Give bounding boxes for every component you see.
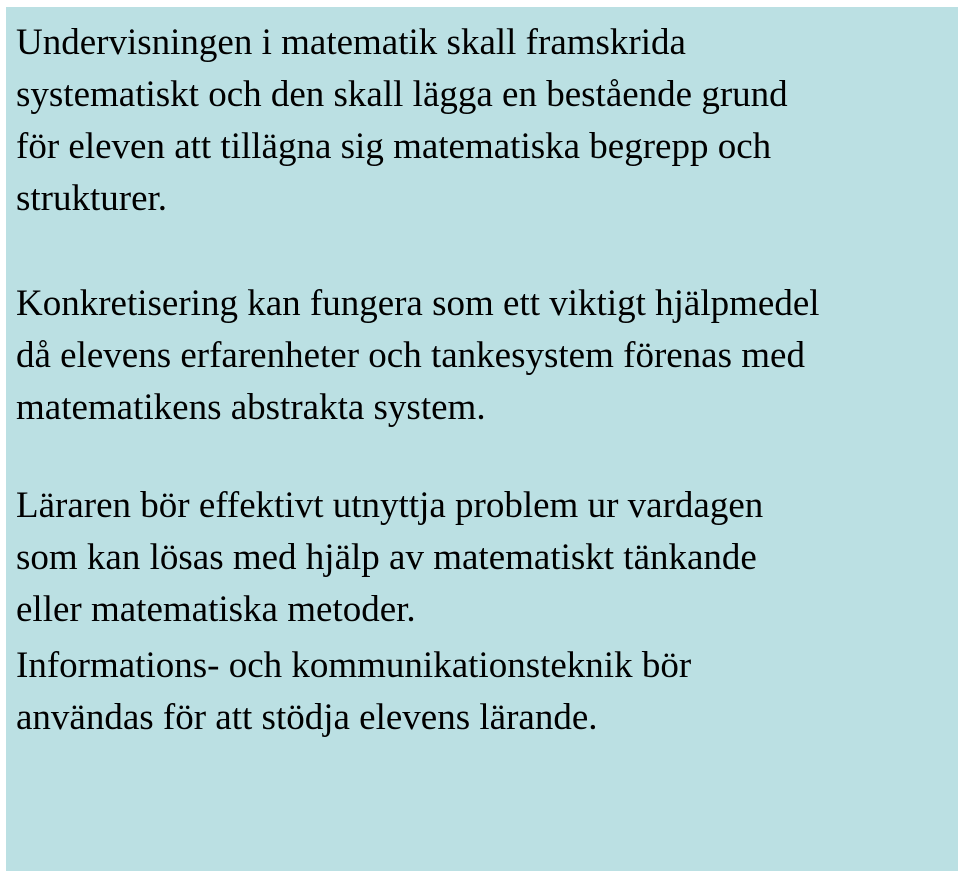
paragraph-2-line-3: matematikens abstrakta system. (16, 387, 486, 428)
paragraph-3-line-2: som kan lösas med hjälp av matematiskt tänkande (16, 537, 757, 578)
paragraph-4-line-1: Informations- och kommunikationsteknik bör (16, 645, 692, 686)
paragraph-1 (16, 17, 788, 225)
paragraph-4 (16, 640, 691, 744)
paragraph-1-line-1: Undervisningen i matematik skall framskrida (16, 22, 686, 63)
paragraph-1-line-3: för eleven att tillägna sig matematiska begrepp och (16, 126, 772, 167)
paragraph-4-line-2: användas för att stödja elevens lärande. (16, 697, 598, 738)
text-panel (6, 7, 958, 871)
paragraph-2-line-1: Konkretisering kan fungera som ett viktigt hjälpmedel (16, 283, 820, 324)
paragraph-3 (16, 480, 763, 636)
paragraph-1-line-2: systematiskt och den skall lägga en bestående grund (16, 74, 788, 115)
paragraph-2-line-2: då elevens erfarenheter och tankesystem förenas med (16, 335, 805, 376)
paragraph-3-line-3: eller matematiska metoder. (16, 589, 416, 630)
paragraph-2 (16, 278, 820, 434)
paragraph-1-line-4: strukturer. (16, 178, 168, 219)
paragraph-3-line-1: Läraren bör effektivt utnyttja problem ur vardagen (16, 485, 764, 526)
